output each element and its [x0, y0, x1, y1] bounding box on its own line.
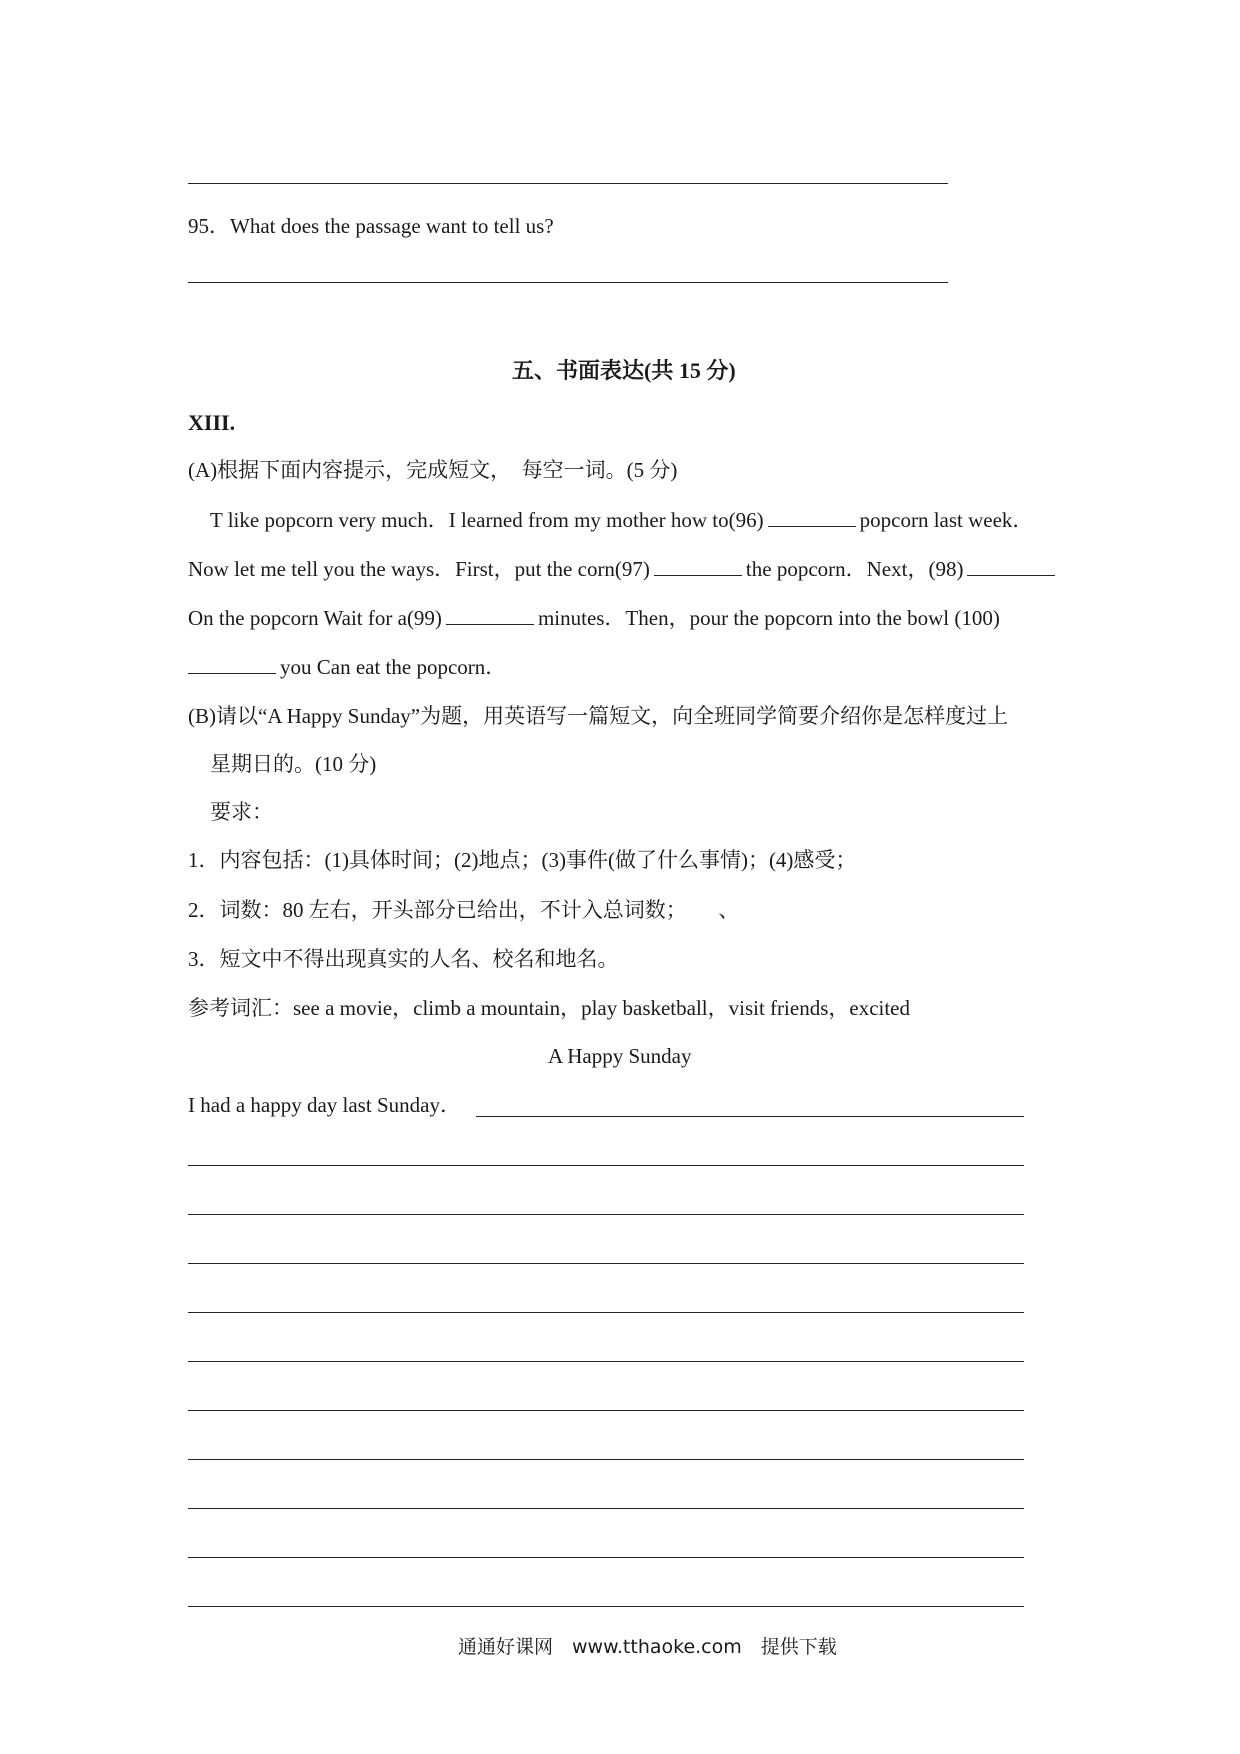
page-footer: 通通好课网 www.tthaoke.com 提供下载: [458, 1636, 837, 1658]
writing-line[interactable]: [188, 1459, 1024, 1460]
passage-text: T like popcorn very much．I learned from my mother how to(96): [210, 508, 764, 532]
blank-100[interactable]: [188, 655, 276, 674]
passage-line-3: [188, 604, 1000, 632]
passage-text: the popcorn．Next，(98): [745, 557, 964, 581]
blank-97[interactable]: [654, 557, 742, 576]
passage-line-4: [188, 653, 506, 681]
requirement-3: 3．短文中不得出现真实的人名、校名和地名。: [188, 947, 619, 971]
writing-line[interactable]: [188, 1312, 1024, 1313]
writing-line[interactable]: [188, 1361, 1024, 1362]
passage-text: minutes．Then，pour the popcorn into the bowl (100): [537, 606, 1000, 630]
passage-text: Now let me tell you the ways．First，put the corn(97): [188, 557, 650, 581]
writing-line[interactable]: [188, 1606, 1024, 1607]
writing-line[interactable]: [188, 1214, 1024, 1215]
passage-text: you Can eat the popcorn．: [280, 655, 507, 679]
essay-title: A Happy Sunday: [548, 1044, 692, 1068]
blank-96[interactable]: [768, 508, 856, 527]
part-label: XIII.: [188, 410, 236, 435]
essay-opening: I had a happy day last Sunday．: [188, 1093, 461, 1117]
question-number: 95．: [188, 214, 230, 238]
passage-text: On the popcorn Wait for a(99): [188, 606, 442, 630]
passage-line-2: [188, 555, 1059, 583]
writing-line[interactable]: [188, 1263, 1024, 1264]
passage-line-1: [210, 506, 1033, 534]
question-text: What does the passage want to tell us?: [230, 214, 554, 238]
writing-line[interactable]: [476, 1116, 1024, 1117]
section-title: 五、书面表达(共 15 分): [512, 358, 736, 383]
question-95: [188, 212, 554, 240]
part-b-instruction-cont: 星期日的。(10 分): [210, 752, 377, 776]
answer-line-94[interactable]: [188, 183, 948, 184]
answer-line-95[interactable]: [188, 282, 948, 283]
writing-line[interactable]: [188, 1557, 1024, 1558]
reference-vocabulary: 参考词汇：see a movie，climb a mountain，play basketball，visit friends，excited: [188, 996, 911, 1020]
requirement-1: 1．内容包括：(1)具体时间；(2)地点；(3)事件(做了什么事情)；(4)感受；: [188, 848, 857, 872]
passage-text: popcorn last week．: [859, 508, 1034, 532]
part-b-instruction: (B)请以“A Happy Sunday”为题，用英语写一篇短文，向全班同学简要介绍你是怎样度过上: [188, 704, 1009, 728]
writing-line[interactable]: [188, 1165, 1024, 1166]
blank-98[interactable]: [967, 557, 1055, 576]
requirements-label: 要求：: [210, 800, 273, 824]
blank-99[interactable]: [446, 606, 534, 625]
writing-line[interactable]: [188, 1410, 1024, 1411]
writing-line[interactable]: [188, 1508, 1024, 1509]
part-a-instruction: (A)根据下面内容提示，完成短文， 每空一词。(5 分): [188, 458, 678, 482]
requirement-2: 2．词数：80 左右，开头部分已给出，不计入总词数； 、: [188, 898, 740, 922]
